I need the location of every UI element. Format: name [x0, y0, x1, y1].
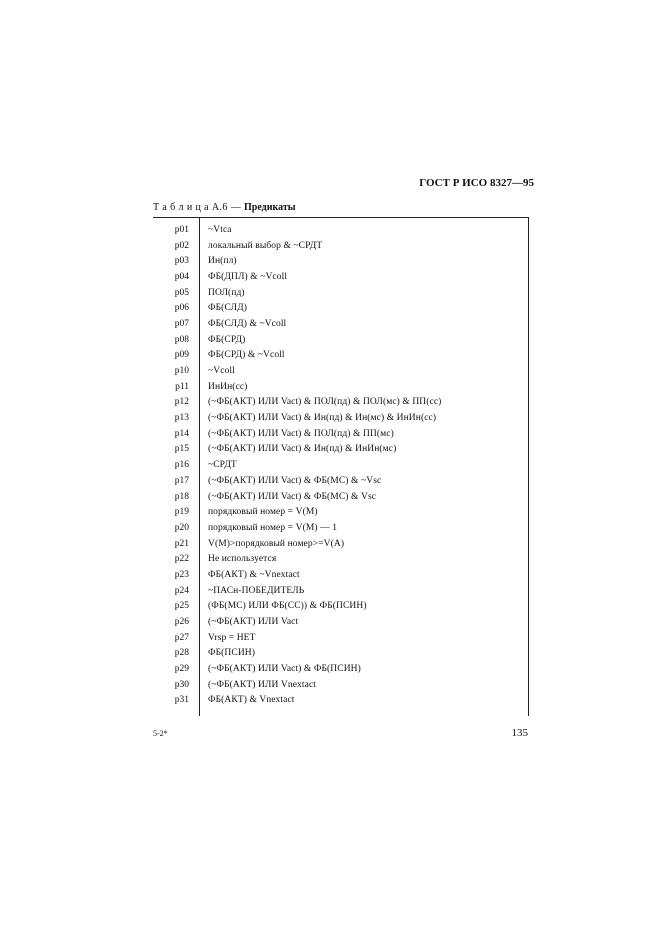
- predicate-code: p18: [174, 491, 189, 502]
- table-row: [153, 269, 529, 285]
- table-row: [153, 551, 529, 567]
- predicate-code: p09: [174, 350, 189, 361]
- table-row: [153, 567, 529, 583]
- predicate-code: p15: [174, 444, 189, 455]
- predicates-table: [153, 222, 529, 708]
- predicate-expression: Не используется: [208, 554, 277, 565]
- predicate-code: p29: [174, 664, 189, 675]
- table-row: [153, 677, 529, 693]
- table-row: [153, 316, 529, 332]
- predicate-expression: ФБ(ДПЛ) & ~Vcoll: [208, 271, 288, 282]
- predicate-code: p31: [174, 695, 189, 706]
- predicate-expression: (~ФБ(АКТ) ИЛИ Vact) & Ин(пд) & Ин(мс) & ИнИн(сс): [208, 413, 437, 424]
- table-row: [153, 473, 529, 489]
- table-row: [153, 332, 529, 348]
- predicate-code: p10: [174, 366, 189, 377]
- predicate-expression: Vrsp = НЕТ: [208, 632, 256, 643]
- predicate-code: p25: [174, 601, 189, 612]
- table-caption: [153, 202, 296, 213]
- predicate-code: p12: [174, 397, 189, 408]
- predicate-expression: локальный выбор & ~СРДТ: [208, 240, 323, 251]
- predicate-expression: (ФБ(МС) ИЛИ ФБ(СС)) & ФБ(ПСИН): [208, 601, 367, 612]
- predicate-expression: ФБ(СРД): [208, 334, 246, 345]
- predicate-expression: порядковый номер = V(M) — 1: [208, 522, 338, 533]
- predicate-code: p06: [174, 303, 189, 314]
- predicate-expression: ФБ(АКТ) & ~Vnextact: [208, 569, 300, 580]
- predicate-code: p17: [174, 475, 189, 486]
- predicate-expression: V(M)>порядковый номер>=V(A): [208, 538, 345, 549]
- predicate-expression: (~ФБ(АКТ) ИЛИ Vact) & ПОЛ(пд) & ПОЛ(мс) & ПП(сс): [208, 397, 442, 408]
- predicate-code: p01: [174, 224, 189, 235]
- predicate-code: p20: [174, 522, 189, 533]
- predicate-expression: порядковый номер = V(M): [208, 507, 318, 518]
- predicate-expression: ФБ(АКТ) & Vnextact: [208, 695, 295, 706]
- predicate-code: p27: [174, 632, 189, 643]
- predicate-code: p21: [174, 538, 189, 549]
- table-row: [153, 520, 529, 536]
- predicate-expression: Ин(пл): [208, 256, 237, 267]
- predicate-code: p03: [174, 256, 189, 267]
- predicate-code: p22: [174, 554, 189, 565]
- predicate-expression: ПОЛ(пд): [208, 287, 245, 298]
- table-row: [153, 300, 529, 316]
- table-row: [153, 583, 529, 599]
- table-row: [153, 253, 529, 269]
- predicate-code: p04: [174, 271, 189, 282]
- predicate-expression: (~ФБ(АКТ) ИЛИ Vact: [208, 617, 299, 628]
- table-row: [153, 442, 529, 458]
- table-row: [153, 599, 529, 615]
- predicate-code: p19: [174, 507, 189, 518]
- predicate-expression: (~ФБ(АКТ) ИЛИ Vact) & Ин(пд) & ИнИн(мс): [208, 444, 397, 455]
- predicate-code: p26: [174, 617, 189, 628]
- predicate-expression: ИнИн(сс): [208, 381, 248, 392]
- table-row: [153, 630, 529, 646]
- predicate-expression: ~СРДТ: [208, 460, 237, 471]
- sheet-mark: 5-2*: [153, 729, 168, 738]
- table-row: [153, 426, 529, 442]
- page-number: 135: [511, 727, 528, 739]
- table-row: [153, 661, 529, 677]
- table-caption-title: Предикаты: [244, 202, 296, 213]
- predicate-expression: ФБ(ПСИН): [208, 648, 256, 659]
- predicate-code: p11: [175, 381, 189, 392]
- predicate-expression: (~ФБ(АКТ) ИЛИ Vact) & ФБ(ПСИН): [208, 664, 361, 675]
- predicate-code: p30: [174, 679, 189, 690]
- predicate-expression: ФБ(СРД) & ~Vcoll: [208, 350, 285, 361]
- table-row: [153, 489, 529, 505]
- table-row: [153, 285, 529, 301]
- table-row: [153, 238, 529, 254]
- predicate-expression: ~Vcoll: [208, 366, 235, 377]
- table-row: [153, 348, 529, 364]
- predicate-code: p02: [174, 240, 189, 251]
- standard-header: ГОСТ Р ИСО 8327—95: [419, 177, 534, 189]
- predicate-expression: ФБ(СЛД): [208, 303, 248, 314]
- predicate-code: p24: [174, 585, 189, 596]
- table-row: [153, 693, 529, 709]
- table-row: [153, 363, 529, 379]
- predicate-expression: (~ФБ(АКТ) ИЛИ Vact) & ПОЛ(пд) & ПП(мс): [208, 428, 394, 439]
- table-row: [153, 457, 529, 473]
- predicate-code: p16: [174, 460, 189, 471]
- predicate-code: p07: [174, 318, 189, 329]
- predicate-code: p14: [174, 428, 189, 439]
- predicate-expression: ФБ(СЛД) & ~Vcoll: [208, 318, 287, 329]
- table-row: [153, 395, 529, 411]
- predicate-code: p08: [174, 334, 189, 345]
- table-caption-prefix: Т а б л и ц а А.6 —: [153, 202, 244, 213]
- table-row: [153, 222, 529, 238]
- table-row: [153, 614, 529, 630]
- predicate-code: p05: [174, 287, 189, 298]
- predicate-expression: (~ФБ(АКТ) ИЛИ Vnextact: [208, 679, 316, 690]
- predicate-code: p28: [174, 648, 189, 659]
- predicate-code: p23: [174, 569, 189, 580]
- predicate-expression: ~ПАСн-ПОБЕДИТЕЛЬ: [208, 585, 305, 596]
- table-row: [153, 410, 529, 426]
- table-row: [153, 504, 529, 520]
- predicate-expression: (~ФБ(АКТ) ИЛИ Vact) & ФБ(МС) & Vsc: [208, 491, 377, 502]
- table-row: [153, 536, 529, 552]
- predicate-expression: ~Vtca: [208, 224, 232, 235]
- predicate-expression: (~ФБ(АКТ) ИЛИ Vact) & ФБ(МС) & ~Vsc: [208, 475, 382, 486]
- table-row: [153, 646, 529, 662]
- predicate-code: p13: [174, 413, 189, 424]
- table-row: [153, 379, 529, 395]
